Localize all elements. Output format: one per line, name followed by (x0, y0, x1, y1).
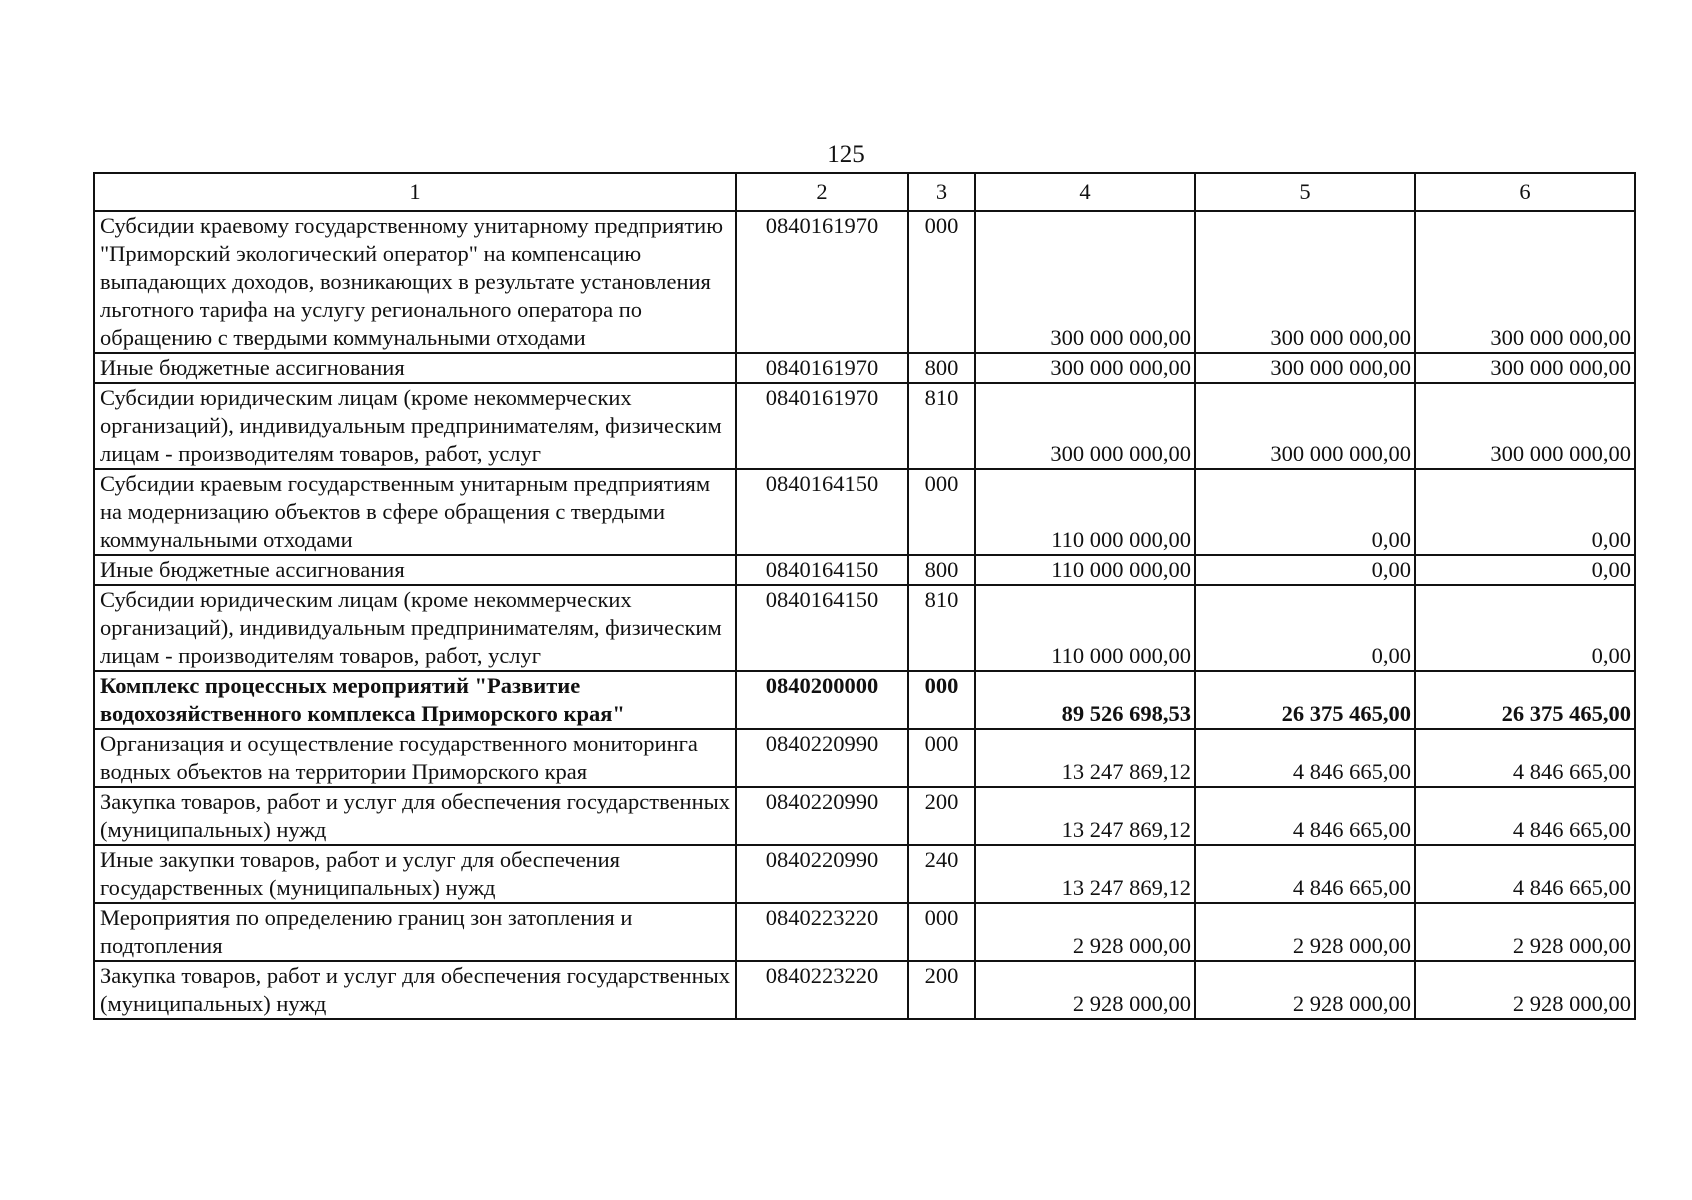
budget-table (93, 172, 1636, 1020)
row-expense-type: 000 (908, 903, 975, 961)
row-value-2: 4 846 665,00 (1195, 845, 1415, 903)
row-value-1: 300 000 000,00 (975, 383, 1195, 469)
row-value-3: 300 000 000,00 (1415, 383, 1635, 469)
table-row (94, 845, 1635, 903)
row-value-3: 0,00 (1415, 555, 1635, 585)
row-name: Закупка товаров, работ и услуг для обеспечения государственных (муниципальных) нужд (94, 961, 736, 1019)
row-code: 0840220990 (736, 845, 908, 903)
row-value-3: 300 000 000,00 (1415, 211, 1635, 353)
column-header: 3 (908, 173, 975, 211)
column-header: 4 (975, 173, 1195, 211)
row-value-2: 4 846 665,00 (1195, 787, 1415, 845)
row-value-2: 2 928 000,00 (1195, 961, 1415, 1019)
row-value-3: 4 846 665,00 (1415, 845, 1635, 903)
row-value-2: 300 000 000,00 (1195, 383, 1415, 469)
row-value-3: 2 928 000,00 (1415, 903, 1635, 961)
row-code: 0840220990 (736, 787, 908, 845)
table-row (94, 383, 1635, 469)
page-number: 125 (827, 141, 865, 168)
row-value-1: 13 247 869,12 (975, 845, 1195, 903)
row-code: 0840220990 (736, 729, 908, 787)
row-expense-type: 810 (908, 585, 975, 671)
row-name: Иные бюджетные ассигнования (94, 353, 736, 383)
row-value-3: 26 375 465,00 (1415, 671, 1635, 729)
row-name: Субсидии краевому государственному унитарному предприятию "Приморский экологический оператор" на компенсацию выпадающих доходов, возникающих в результате установления льготного тарифа на услугу регионального оператора по обращению с твердыми коммунальными отходами (94, 211, 736, 353)
table-row (94, 555, 1635, 585)
row-expense-type: 000 (908, 469, 975, 555)
column-header: 1 (94, 173, 736, 211)
row-value-1: 300 000 000,00 (975, 353, 1195, 383)
row-expense-type: 800 (908, 555, 975, 585)
row-value-1: 110 000 000,00 (975, 585, 1195, 671)
row-value-2: 0,00 (1195, 469, 1415, 555)
row-code: 0840200000 (736, 671, 908, 729)
row-value-2: 0,00 (1195, 585, 1415, 671)
row-expense-type: 240 (908, 845, 975, 903)
row-expense-type: 000 (908, 671, 975, 729)
row-value-1: 110 000 000,00 (975, 555, 1195, 585)
row-value-1: 300 000 000,00 (975, 211, 1195, 353)
column-header: 6 (1415, 173, 1635, 211)
table-row-section (94, 671, 1635, 729)
row-value-2: 2 928 000,00 (1195, 903, 1415, 961)
column-header: 2 (736, 173, 908, 211)
row-name: Комплекс процессных мероприятий "Развитие водохозяйственного комплекса Приморского края" (94, 671, 736, 729)
row-expense-type: 800 (908, 353, 975, 383)
row-value-1: 13 247 869,12 (975, 787, 1195, 845)
table-row (94, 729, 1635, 787)
row-code: 0840161970 (736, 353, 908, 383)
table-row (94, 585, 1635, 671)
row-value-2: 4 846 665,00 (1195, 729, 1415, 787)
row-value-3: 0,00 (1415, 469, 1635, 555)
column-header: 5 (1195, 173, 1415, 211)
row-name: Субсидии юридическим лицам (кроме некоммерческих организаций), индивидуальным предпринимателям, физическим лицам - производителям товаров, работ, услуг (94, 383, 736, 469)
row-value-3: 0,00 (1415, 585, 1635, 671)
row-value-2: 300 000 000,00 (1195, 211, 1415, 353)
row-code: 0840161970 (736, 211, 908, 353)
row-expense-type: 000 (908, 211, 975, 353)
row-expense-type: 200 (908, 787, 975, 845)
row-value-3: 4 846 665,00 (1415, 787, 1635, 845)
row-code: 0840223220 (736, 961, 908, 1019)
row-expense-type: 200 (908, 961, 975, 1019)
row-value-1: 110 000 000,00 (975, 469, 1195, 555)
row-name: Иные закупки товаров, работ и услуг для обеспечения государственных (муниципальных) нужд (94, 845, 736, 903)
row-value-3: 300 000 000,00 (1415, 353, 1635, 383)
row-value-1: 13 247 869,12 (975, 729, 1195, 787)
row-value-1: 2 928 000,00 (975, 903, 1195, 961)
row-value-2: 300 000 000,00 (1195, 353, 1415, 383)
row-value-2: 0,00 (1195, 555, 1415, 585)
row-expense-type: 810 (908, 383, 975, 469)
row-code: 0840164150 (736, 585, 908, 671)
row-name: Иные бюджетные ассигнования (94, 555, 736, 585)
row-name: Субсидии краевым государственным унитарным предприятиям на модернизацию объектов в сфере обращения с твердыми коммунальными отходами (94, 469, 736, 555)
row-name: Субсидии юридическим лицам (кроме некоммерческих организаций), индивидуальным предпринимателям, физическим лицам - производителям товаров, работ, услуг (94, 585, 736, 671)
row-code: 0840161970 (736, 383, 908, 469)
table-row (94, 787, 1635, 845)
row-value-2: 26 375 465,00 (1195, 671, 1415, 729)
row-code: 0840164150 (736, 469, 908, 555)
table-row (94, 961, 1635, 1019)
table-row (94, 211, 1635, 353)
row-expense-type: 000 (908, 729, 975, 787)
row-code: 0840164150 (736, 555, 908, 585)
row-name: Организация и осуществление государственного мониторинга водных объектов на территории Приморского края (94, 729, 736, 787)
row-name: Мероприятия по определению границ зон затопления и подтопления (94, 903, 736, 961)
table-row (94, 903, 1635, 961)
table-row (94, 469, 1635, 555)
row-code: 0840223220 (736, 903, 908, 961)
row-value-3: 4 846 665,00 (1415, 729, 1635, 787)
table-header-row (94, 173, 1635, 211)
row-value-1: 2 928 000,00 (975, 961, 1195, 1019)
table-row (94, 353, 1635, 383)
row-name: Закупка товаров, работ и услуг для обеспечения государственных (муниципальных) нужд (94, 787, 736, 845)
row-value-3: 2 928 000,00 (1415, 961, 1635, 1019)
row-value-1: 89 526 698,53 (975, 671, 1195, 729)
